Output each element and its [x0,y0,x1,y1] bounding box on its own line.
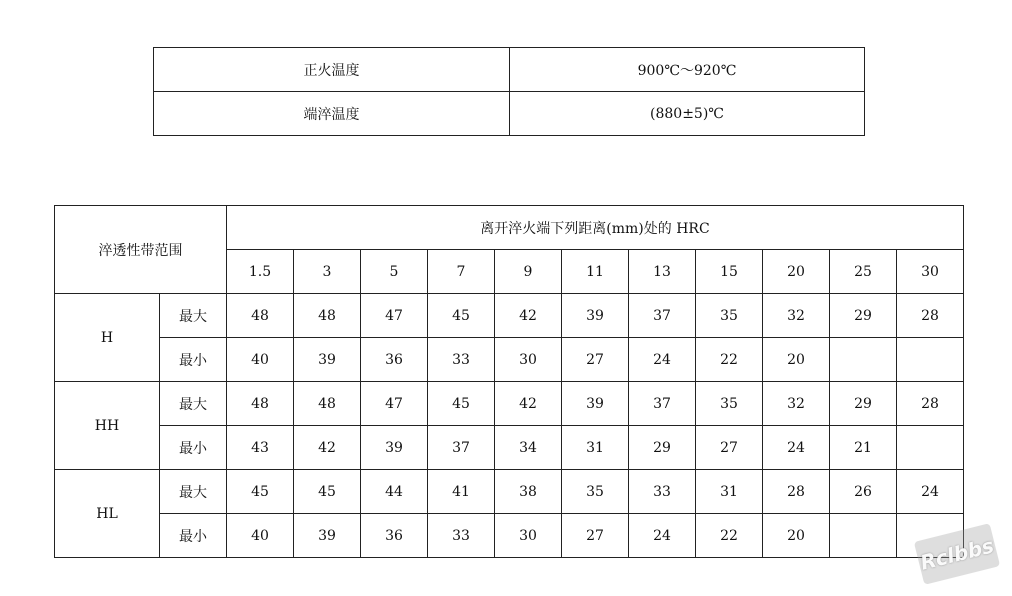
hrc-value-cell: 34 [495,426,562,470]
temperature-label: 正火温度 [154,48,510,92]
hrc-value-cell: 42 [495,382,562,426]
hrc-value-cell: 28 [763,470,830,514]
hrc-value-cell: 32 [763,294,830,338]
hrc-value-cell [897,338,964,382]
limit-label: 最小 [160,338,227,382]
hrc-value-cell: 26 [830,470,897,514]
hrc-value-cell: 33 [629,470,696,514]
hrc-value-cell: 42 [495,294,562,338]
hrc-value-cell: 27 [562,514,629,558]
temperature-value: (880±5)℃ [510,92,865,136]
hrc-value-cell: 33 [428,338,495,382]
hrc-value-cell: 32 [763,382,830,426]
hrc-value-cell: 37 [629,294,696,338]
distance-cell: 3 [294,250,361,294]
distance-header: 离开淬火端下列距离(mm)处的 HRC [227,206,964,250]
hrc-value-cell: 24 [897,470,964,514]
hrc-value-cell: 48 [227,382,294,426]
hrc-value-cell: 47 [361,294,428,338]
hardenability-table-body [55,206,964,558]
limit-label: 最小 [160,514,227,558]
limit-label: 最大 [160,470,227,514]
distance-cell: 30 [897,250,964,294]
hrc-value-cell: 22 [696,514,763,558]
temperature-row [154,48,865,92]
hrc-value-cell: 39 [294,338,361,382]
hrc-value-cell: 48 [294,382,361,426]
distance-cell: 11 [562,250,629,294]
hrc-value-cell: 36 [361,514,428,558]
hrc-value-cell: 28 [897,294,964,338]
hrc-row [55,382,964,426]
hrc-row [55,426,964,470]
hrc-value-cell: 21 [830,426,897,470]
hrc-value-cell: 45 [294,470,361,514]
distance-cell: 5 [361,250,428,294]
hrc-value-cell: 31 [562,426,629,470]
hrc-value-cell: 39 [294,514,361,558]
hrc-value-cell: 37 [428,426,495,470]
hrc-value-cell: 45 [428,382,495,426]
hrc-value-cell: 41 [428,470,495,514]
hrc-value-cell: 30 [495,514,562,558]
hrc-value-cell: 44 [361,470,428,514]
hrc-value-cell: 20 [763,338,830,382]
hrc-value-cell: 27 [562,338,629,382]
hrc-value-cell: 40 [227,514,294,558]
band-range-header: 淬透性带范围 [55,206,227,294]
band-group-label: HH [55,382,160,470]
distance-cell: 15 [696,250,763,294]
hrc-value-cell: 35 [696,382,763,426]
hrc-row [55,514,964,558]
hrc-value-cell [830,338,897,382]
hrc-value-cell: 28 [897,382,964,426]
hrc-value-cell: 31 [696,470,763,514]
hrc-value-cell [897,426,964,470]
hrc-value-cell: 24 [763,426,830,470]
hrc-value-cell: 43 [227,426,294,470]
band-group-label: HL [55,470,160,558]
hrc-value-cell: 39 [562,382,629,426]
hrc-value-cell: 37 [629,382,696,426]
distance-cell: 25 [830,250,897,294]
hrc-value-cell: 35 [562,470,629,514]
hrc-value-cell: 48 [227,294,294,338]
hrc-row [55,338,964,382]
hrc-value-cell: 24 [629,514,696,558]
limit-label: 最大 [160,294,227,338]
hrc-value-cell: 30 [495,338,562,382]
hrc-value-cell: 27 [696,426,763,470]
hrc-value-cell: 29 [830,294,897,338]
hrc-value-cell: 33 [428,514,495,558]
hrc-value-cell: 39 [361,426,428,470]
hrc-row [55,470,964,514]
distance-cell: 13 [629,250,696,294]
temperature-row [154,92,865,136]
hrc-value-cell: 29 [629,426,696,470]
temperature-value: 900℃～920℃ [510,48,865,92]
hardenability-table [54,205,964,558]
hrc-value-cell: 36 [361,338,428,382]
hrc-value-cell: 24 [629,338,696,382]
hrc-row [55,294,964,338]
temperature-table [153,47,865,136]
hrc-value-cell: 47 [361,382,428,426]
hrc-value-cell: 45 [227,470,294,514]
hrc-value-cell: 22 [696,338,763,382]
distance-cell: 7 [428,250,495,294]
distance-cell: 1.5 [227,250,294,294]
hrc-value-cell: 45 [428,294,495,338]
distance-cell: 9 [495,250,562,294]
temperature-table-body [154,48,865,136]
header-row-1 [55,206,964,250]
watermark-logo: Rclbbs [914,523,1000,585]
hrc-value-cell: 29 [830,382,897,426]
hrc-value-cell: 40 [227,338,294,382]
hrc-value-cell: 42 [294,426,361,470]
limit-label: 最大 [160,382,227,426]
temperature-label: 端淬温度 [154,92,510,136]
distance-cell: 20 [763,250,830,294]
hrc-value-cell [830,514,897,558]
limit-label: 最小 [160,426,227,470]
hrc-value-cell: 39 [562,294,629,338]
hrc-value-cell: 20 [763,514,830,558]
hrc-value-cell: 35 [696,294,763,338]
hrc-value-cell: 48 [294,294,361,338]
band-group-label: H [55,294,160,382]
hrc-value-cell: 38 [495,470,562,514]
